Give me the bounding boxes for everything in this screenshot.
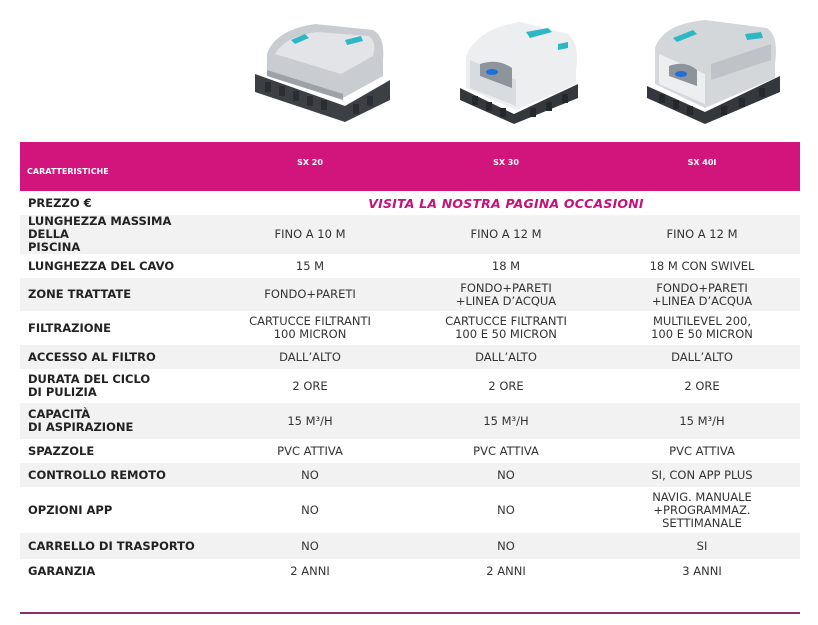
value-line: 2 ORE [684,378,720,393]
value-line: FINO A 12 M [470,227,542,241]
value-line: 18 M [491,258,521,273]
row-value-sx20 [212,533,408,559]
row-value-sx20 [212,403,408,439]
row-value-sx20 [212,559,408,583]
promo-link[interactable]: VISITA LA NOSTRA PAGINA OCCASIONI [212,191,800,215]
value-line: NO [497,502,515,517]
price-label: PREZZO € [20,191,212,215]
table-row [20,403,800,439]
table-row [20,533,800,559]
value-line: FONDO+PARETI [460,280,552,295]
value-line: 2 ANNI [290,563,330,578]
row-value-sx20 [212,254,408,278]
row-label [20,463,212,487]
row-value-sx30 [408,254,604,278]
row-value-sx30 [408,278,604,311]
row-value-sx20 [212,215,408,254]
row-label-line: ZONE TRATTATE [28,287,132,301]
value-line: FONDO+PARETI [656,280,748,295]
row-label [20,215,212,254]
product-images [0,0,818,142]
value-line: NO [301,467,319,482]
value-line: MULTILEVEL 200, [652,314,752,328]
header-model-sx40i: SX 40I [604,142,800,191]
row-label [20,311,212,345]
value-line: NO [301,502,319,517]
table-row [20,559,800,583]
table-row [20,311,800,345]
row-value-sx20 [212,369,408,403]
value-line: +LINEA D’ACQUA [651,293,753,308]
value-line: NO [497,467,515,482]
value-line: CARTUCCE FILTRANTI [445,314,567,328]
row-label-line: PISCINA [28,240,81,254]
value-line: DALL’ALTO [671,349,733,364]
row-label [20,439,212,463]
table-row [20,439,800,463]
table-row [20,369,800,403]
row-value-sx30 [408,345,604,369]
value-line: 15 M³/H [483,413,529,428]
value-line: 100 E 50 MICRON [651,327,753,341]
table-header-row [20,142,800,191]
table-row [20,254,800,278]
value-line: 100 E 50 MICRON [455,327,557,341]
value-line: 15 M³/H [679,413,725,428]
robot-sx30-image [440,14,585,126]
value-line: +PROGRAMMAZ. [653,502,751,517]
value-line: FONDO+PARETI [264,287,356,301]
value-line: FINO A 12 M [666,227,738,241]
row-value-sx40i [604,254,800,278]
value-line: CARTUCCE FILTRANTI [249,314,371,328]
robot-sx20-image [245,14,395,124]
value-line: SI [696,538,708,553]
robot-sx40i-image [635,14,785,126]
row-label-line: CAPACITÀ [28,407,91,421]
table-row [20,345,800,369]
row-value-sx20 [212,487,408,533]
value-line: SETTIMANALE [662,515,742,530]
row-value-sx40i [604,369,800,403]
value-line: 15 M³/H [287,413,333,428]
row-label-line: DI PULIZIA [28,385,97,399]
value-line: DALL’ALTO [279,349,341,364]
table-bottom-border [20,612,800,614]
value-line: SI, CON APP PLUS [651,467,753,482]
spec-table [20,142,800,583]
row-value-sx30 [408,533,604,559]
row-label-line: SPAZZOLE [28,443,95,458]
row-value-sx30 [408,463,604,487]
value-line: 100 MICRON [273,327,347,341]
row-value-sx30 [408,311,604,345]
table-row [20,463,800,487]
value-line: 2 ORE [292,378,328,393]
row-value-sx30 [408,559,604,583]
row-value-sx40i [604,533,800,559]
value-line: FINO A 10 M [274,227,346,241]
row-label-line: LUNGHEZZA MASSIMA DELLA [28,214,172,241]
value-line: 2 ANNI [486,563,526,578]
row-value-sx20 [212,463,408,487]
value-line: 3 ANNI [682,563,722,578]
row-label-line: FILTRAZIONE [28,320,112,335]
row-value-sx40i [604,463,800,487]
header-label: CARATTERISTICHE [20,142,212,191]
row-value-sx40i [604,559,800,583]
value-line: 15 M [295,258,325,273]
row-value-sx30 [408,487,604,533]
row-label-line: CARRELLO DI TRASPORTO [28,538,195,553]
value-line: PVC ATTIVA [669,443,735,458]
row-label-line: CONTROLLO REMOTO [28,467,166,482]
value-line: 18 M CON SWIVEL [649,258,755,273]
row-value-sx20 [212,311,408,345]
row-label [20,487,212,533]
row-value-sx20 [212,278,408,311]
row-label-line: OPZIONI APP [28,502,113,517]
row-value-sx40i [604,278,800,311]
row-label-line: LUNGHEZZA DEL CAVO [28,258,175,273]
row-label [20,345,212,369]
value-line: NO [301,538,319,553]
row-label [20,369,212,403]
row-label-line: DURATA DEL CICLO [28,372,151,386]
row-value-sx40i [604,487,800,533]
row-value-sx30 [408,215,604,254]
value-line: NAVIG. MANUALE [652,489,752,504]
row-label [20,559,212,583]
spec-table-body [20,142,800,583]
row-value-sx40i [604,215,800,254]
row-value-sx40i [604,439,800,463]
row-label-line: GARANZIA [28,563,96,578]
header-model-sx30: SX 30 [408,142,604,191]
row-label-line: ACCESSO AL FILTRO [28,349,156,364]
row-label [20,403,212,439]
value-line: 2 ORE [488,378,524,393]
price-row [20,191,800,215]
row-label [20,254,212,278]
table-row [20,278,800,311]
table-row [20,215,800,254]
row-value-sx30 [408,369,604,403]
row-value-sx40i [604,345,800,369]
row-value-sx40i [604,403,800,439]
value-line: +LINEA D’ACQUA [455,293,557,308]
row-value-sx30 [408,439,604,463]
header-model-sx20: SX 20 [212,142,408,191]
value-line: NO [497,538,515,553]
value-line: PVC ATTIVA [277,443,343,458]
row-value-sx40i [604,311,800,345]
row-value-sx20 [212,345,408,369]
table-row [20,487,800,533]
row-label-line: DI ASPIRAZIONE [28,420,134,434]
row-label [20,278,212,311]
row-value-sx30 [408,403,604,439]
row-value-sx20 [212,439,408,463]
value-line: DALL’ALTO [475,349,537,364]
value-line: PVC ATTIVA [473,443,539,458]
row-label [20,533,212,559]
